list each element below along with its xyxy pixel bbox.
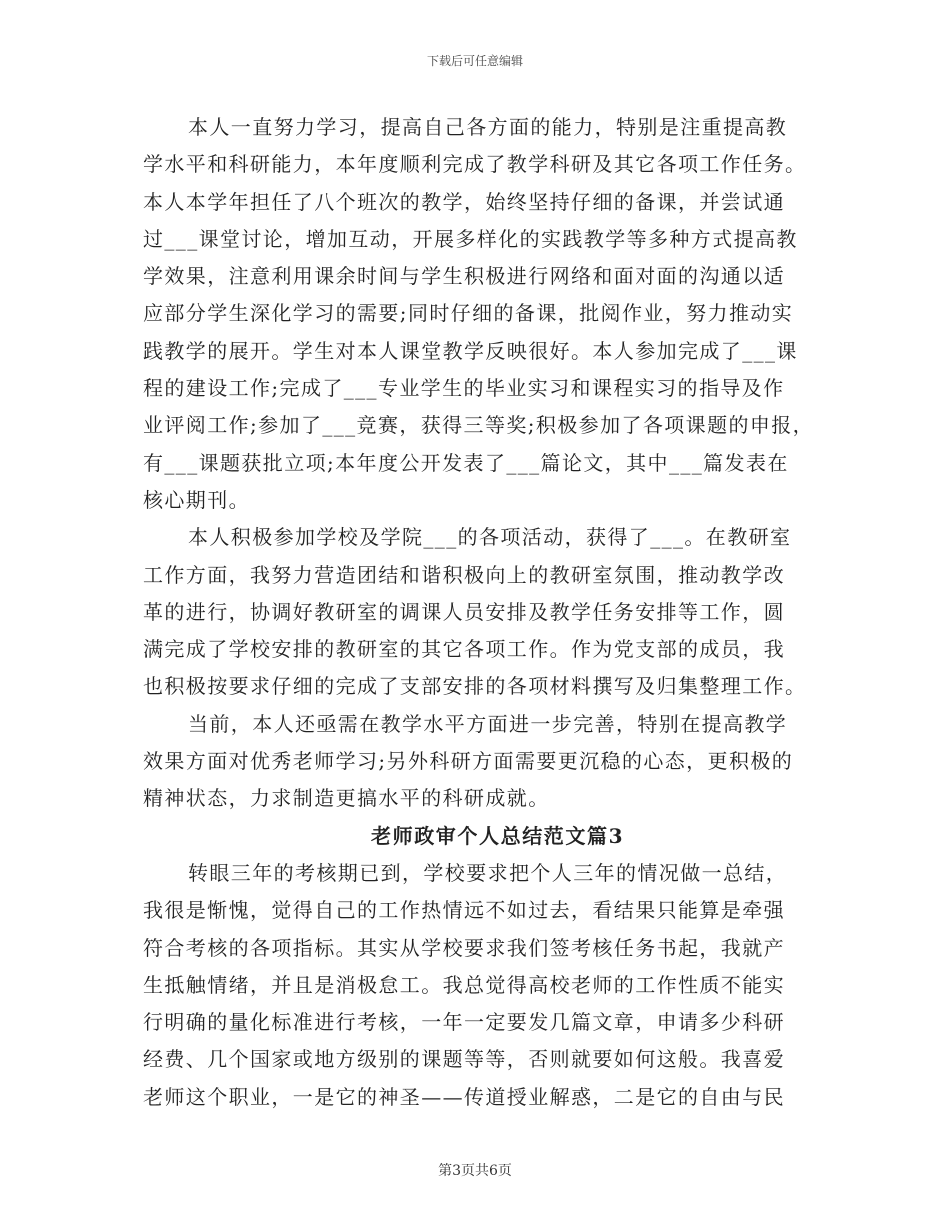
text-line: 核心期刊。 bbox=[143, 487, 250, 512]
text-line: 革的进行，协调好教研室的调课人员安排及教学任务安排等工作，圆 bbox=[143, 599, 785, 624]
text-line: 本人本学年担任了八个班次的教学，始终坚持仔细的备课，并尝试通 bbox=[143, 189, 785, 214]
text-line: 业评阅工作;参加了___竞赛，获得三等奖;积极参加了各项课题的申报， bbox=[143, 413, 815, 438]
text-line: 也积极按要求仔细的完成了支部安排的各项材料撰写及归集整理工作。 bbox=[143, 674, 807, 699]
text-line: 老师这个职业，一是它的神圣——传道授业解惑，二是它的自由与民 bbox=[143, 1084, 785, 1109]
text-line: 符合考核的各项指标。其实从学校要求我们签考核任务书起，我就产 bbox=[143, 935, 785, 960]
text-line: 精神状态，力求制造更搞水平的科研成就。 bbox=[143, 786, 550, 811]
section-title: 老师政审个人总结范文篇3 bbox=[371, 823, 625, 848]
section-paragraph bbox=[143, 855, 815, 1116]
paragraph-3 bbox=[143, 706, 815, 818]
text-line: 效果方面对优秀老师学习;另外科研方面需要更沉稳的心态，更积极的 bbox=[143, 749, 794, 774]
text-line: 本人积极参加学校及学院___的各项活动，获得了___。在教研室 bbox=[188, 525, 792, 550]
text-line: 经费、几个国家或地方级别的课题等等，否则就要如何这般。我喜爱 bbox=[143, 1047, 785, 1072]
text-line: 有___课题获批立项;本年度公开发表了___篇论文，其中___篇发表在 bbox=[143, 450, 789, 475]
paragraph-2 bbox=[143, 519, 815, 705]
text-line: 学效果，注意利用课余时间与学生积极进行网络和面对面的沟通以适 bbox=[143, 264, 785, 289]
text-line: 满完成了学校安排的教研室的其它各项工作。作为党支部的成员，我 bbox=[143, 637, 785, 662]
text-line: 工作方面，我努力营造团结和谐积极向上的教研室氛围，推动教学改 bbox=[143, 562, 785, 587]
text-line: 过___课堂讨论，增加互动，开展多样化的实践教学等多种方式提高教 bbox=[143, 226, 798, 251]
text-line: 行明确的量化标准进行考核，一年一定要发几篇文章，申请多少科研 bbox=[143, 1010, 785, 1035]
page-header: 下载后可任意编辑 bbox=[426, 54, 523, 68]
text-line: 生抵触情绪，并且是消极怠工。我总觉得高校老师的工作性质不能实 bbox=[143, 972, 785, 997]
text-line: 践教学的展开。学生对本人课堂教学反映很好。本人参加完成了___课 bbox=[143, 338, 798, 363]
paragraph-1 bbox=[143, 109, 815, 519]
text-line: 应部分学生深化学习的需要;同时仔细的备课，批阅作业，努力推动实 bbox=[143, 301, 794, 326]
text-line: 学水平和科研能力，本年度顺利完成了教学科研及其它各项工作任务。 bbox=[143, 152, 807, 177]
document-body bbox=[143, 109, 815, 1116]
text-line: 转眼三年的考核期已到，学校要求把个人三年的情况做一总结， bbox=[188, 860, 788, 885]
text-line: 我很是惭愧，觉得自己的工作热情远不如过去，看结果只能算是牵强 bbox=[143, 898, 785, 923]
text-line: 本人一直努力学习，提高自己各方面的能力，特别是注重提高教 bbox=[188, 115, 788, 139]
text-line: 当前，本人还亟需在教学水平方面进一步完善，特别在提高教学 bbox=[188, 711, 788, 736]
page-footer: 第3页共6页 bbox=[438, 1163, 512, 1179]
text-line: 程的建设工作;完成了___专业学生的毕业实习和课程实习的指导及作 bbox=[143, 376, 785, 401]
